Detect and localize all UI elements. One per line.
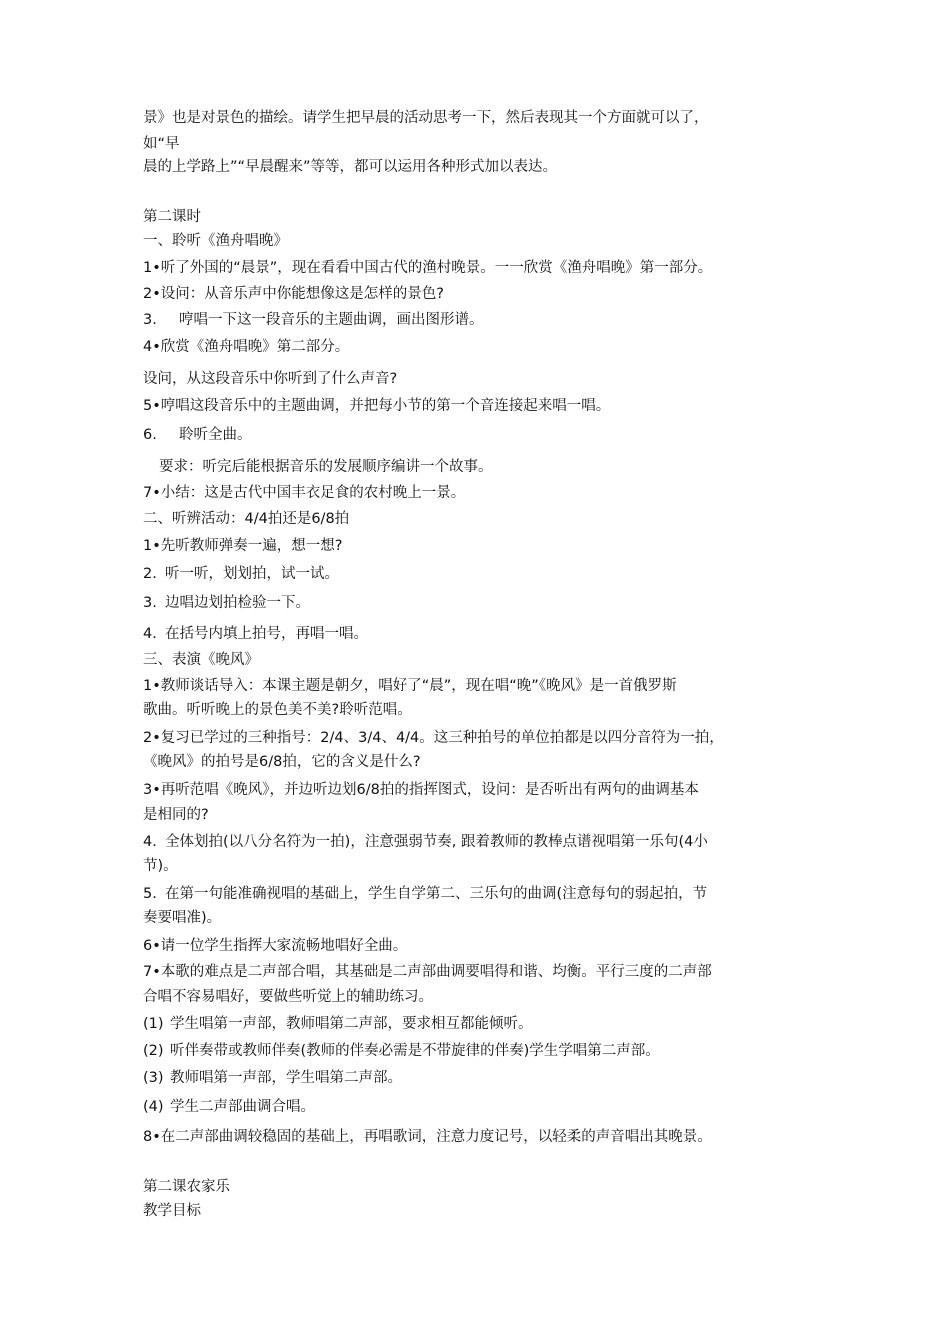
item-text: 在第一句能准确视唱的基础上，学生自学第二、三乐句的曲调(注意每句的弱起拍，节: [165, 886, 708, 902]
item-number: 5.: [143, 886, 157, 902]
item-number: (4): [143, 1099, 164, 1115]
list-item: [143, 593, 310, 613]
text-line: 景》也是对景色的描绘。请学生把早晨的活动思考一下，然后表现其一个方面就可以了，: [143, 110, 709, 126]
text-line: 5•哼唱这段音乐中的主题曲调，并把每小节的第一个音连接起来唱一唱。: [143, 398, 611, 414]
text-line: 1•听了外国的“晨景”，现在看看中国古代的渔村晚景。一一欣赏《渔舟唱晚》第一部分。: [143, 260, 713, 276]
section-heading: 二、听辨活动：4/4拍还是6/8拍: [143, 511, 350, 527]
item-number: (1): [143, 1016, 164, 1032]
list-item: [143, 832, 708, 852]
item-text: 边唱边划拍检验一下。: [165, 595, 310, 611]
item-number: 3.: [143, 312, 157, 328]
item-text: 听一听，划划拍，试一试。: [165, 566, 339, 582]
text-line: 1•先听教师弹奏一遍，想一想?: [143, 538, 343, 554]
text-line: 7•小结：这是古代中国丰衣足食的农村晚上一景。: [143, 485, 466, 501]
text-line: 7•本歌的难点是二声部合唱，其基础是二声部曲调要唱得和谐、均衡。平行三度的二声部: [143, 964, 712, 980]
list-item: [143, 624, 368, 644]
item-text: 聆听全曲。: [179, 427, 252, 443]
item-text: 学生唱第一声部，教师唱第二声部，要求相互都能倾听。: [170, 1016, 533, 1032]
item-number: (3): [143, 1070, 164, 1086]
list-item: [143, 1041, 660, 1061]
list-item: [143, 1097, 315, 1117]
section-heading: 一、聆听《渔舟唱晚》: [143, 233, 288, 249]
item-number: (2): [143, 1043, 164, 1059]
list-item: [143, 884, 707, 904]
item-number: 4.: [143, 626, 157, 642]
item-number: 2.: [143, 566, 157, 582]
text-line: 是相同的?: [143, 807, 209, 823]
text-line: 《晚风》的拍号是6/8拍，它的含义是什么?: [143, 754, 421, 770]
text-line: 4•欣赏《渔舟唱晚》第二部分。: [143, 339, 350, 355]
item-text: 教师唱第一声部，学生唱第二声部。: [170, 1070, 402, 1086]
list-item: [143, 1068, 402, 1088]
text-line: 合唱不容易唱好，要做些听觉上的辅助练习。: [143, 989, 433, 1005]
text-line: 1•教师谈话导入：本课主题是朝夕，唱好了“晨”，现在唱“晚”《晚风》是一首俄罗斯: [143, 678, 677, 694]
text-line: 节)。: [143, 858, 178, 874]
item-text: 学生二声部曲调合唱。: [170, 1099, 315, 1115]
item-number: 3.: [143, 595, 157, 611]
text-line: 6•请一位学生指挥大家流畅地唱好全曲。: [143, 938, 408, 954]
item-text: 听伴奏带或教师伴奏(教师的伴奏必需是不带旋律的伴奏)学生学唱第二声部。: [170, 1043, 660, 1059]
section-heading: 三、表演《晚风》: [143, 652, 259, 668]
text-line: 3•再听范唱《晚风》，并边听边划6/8拍的指挥图式，设问：是否听出有两句的曲调基本: [143, 782, 699, 798]
text-line: 奏要唱准)。: [143, 910, 222, 926]
text-line: 歌曲。听听晚上的景色美不美?聆听范唱。: [143, 702, 412, 718]
list-item: [143, 1014, 533, 1034]
list-item: [143, 425, 252, 445]
item-text: 哼唱一下这一段音乐的主题曲调，画出图形谱。: [179, 312, 484, 328]
item-text: 全体划拍(以八分名符为一拍)，注意强弱节奏, 跟着教师的教棒点谱视唱第一乐句(4小: [165, 834, 708, 850]
text-line: 要求：听完后能根据音乐的发展顺序编讲一个故事。: [159, 459, 493, 475]
list-item: [143, 310, 484, 330]
section-heading: 第二课时: [143, 209, 201, 225]
text-line: 晨的上学路上”“早晨醒来”等等，都可以运用各种形式加以表达。: [143, 159, 558, 175]
item-number: 4.: [143, 834, 157, 850]
list-item: [143, 564, 339, 584]
section-heading: 教学目标: [143, 1203, 201, 1219]
text-line: 设问，从这段音乐中你听到了什么声音?: [143, 371, 398, 387]
text-line: 2•复习已学过的三种指号：2/4、3/4、4/4。这三种拍号的单位拍都是以四分音符为一拍，: [143, 730, 724, 746]
section-heading: 第二课农家乐: [143, 1179, 230, 1195]
item-number: 6.: [143, 427, 157, 443]
text-line: 如“早: [143, 136, 180, 152]
text-line: 2•设问：从音乐声中你能想像这是怎样的景色?: [143, 286, 444, 302]
text-line: 8•在二声部曲调较稳固的基础上，再唱歌词，注意力度记号，以轻柔的声音唱出其晚景。: [143, 1129, 712, 1145]
item-text: 在括号内填上拍号，再唱一唱。: [165, 626, 368, 642]
